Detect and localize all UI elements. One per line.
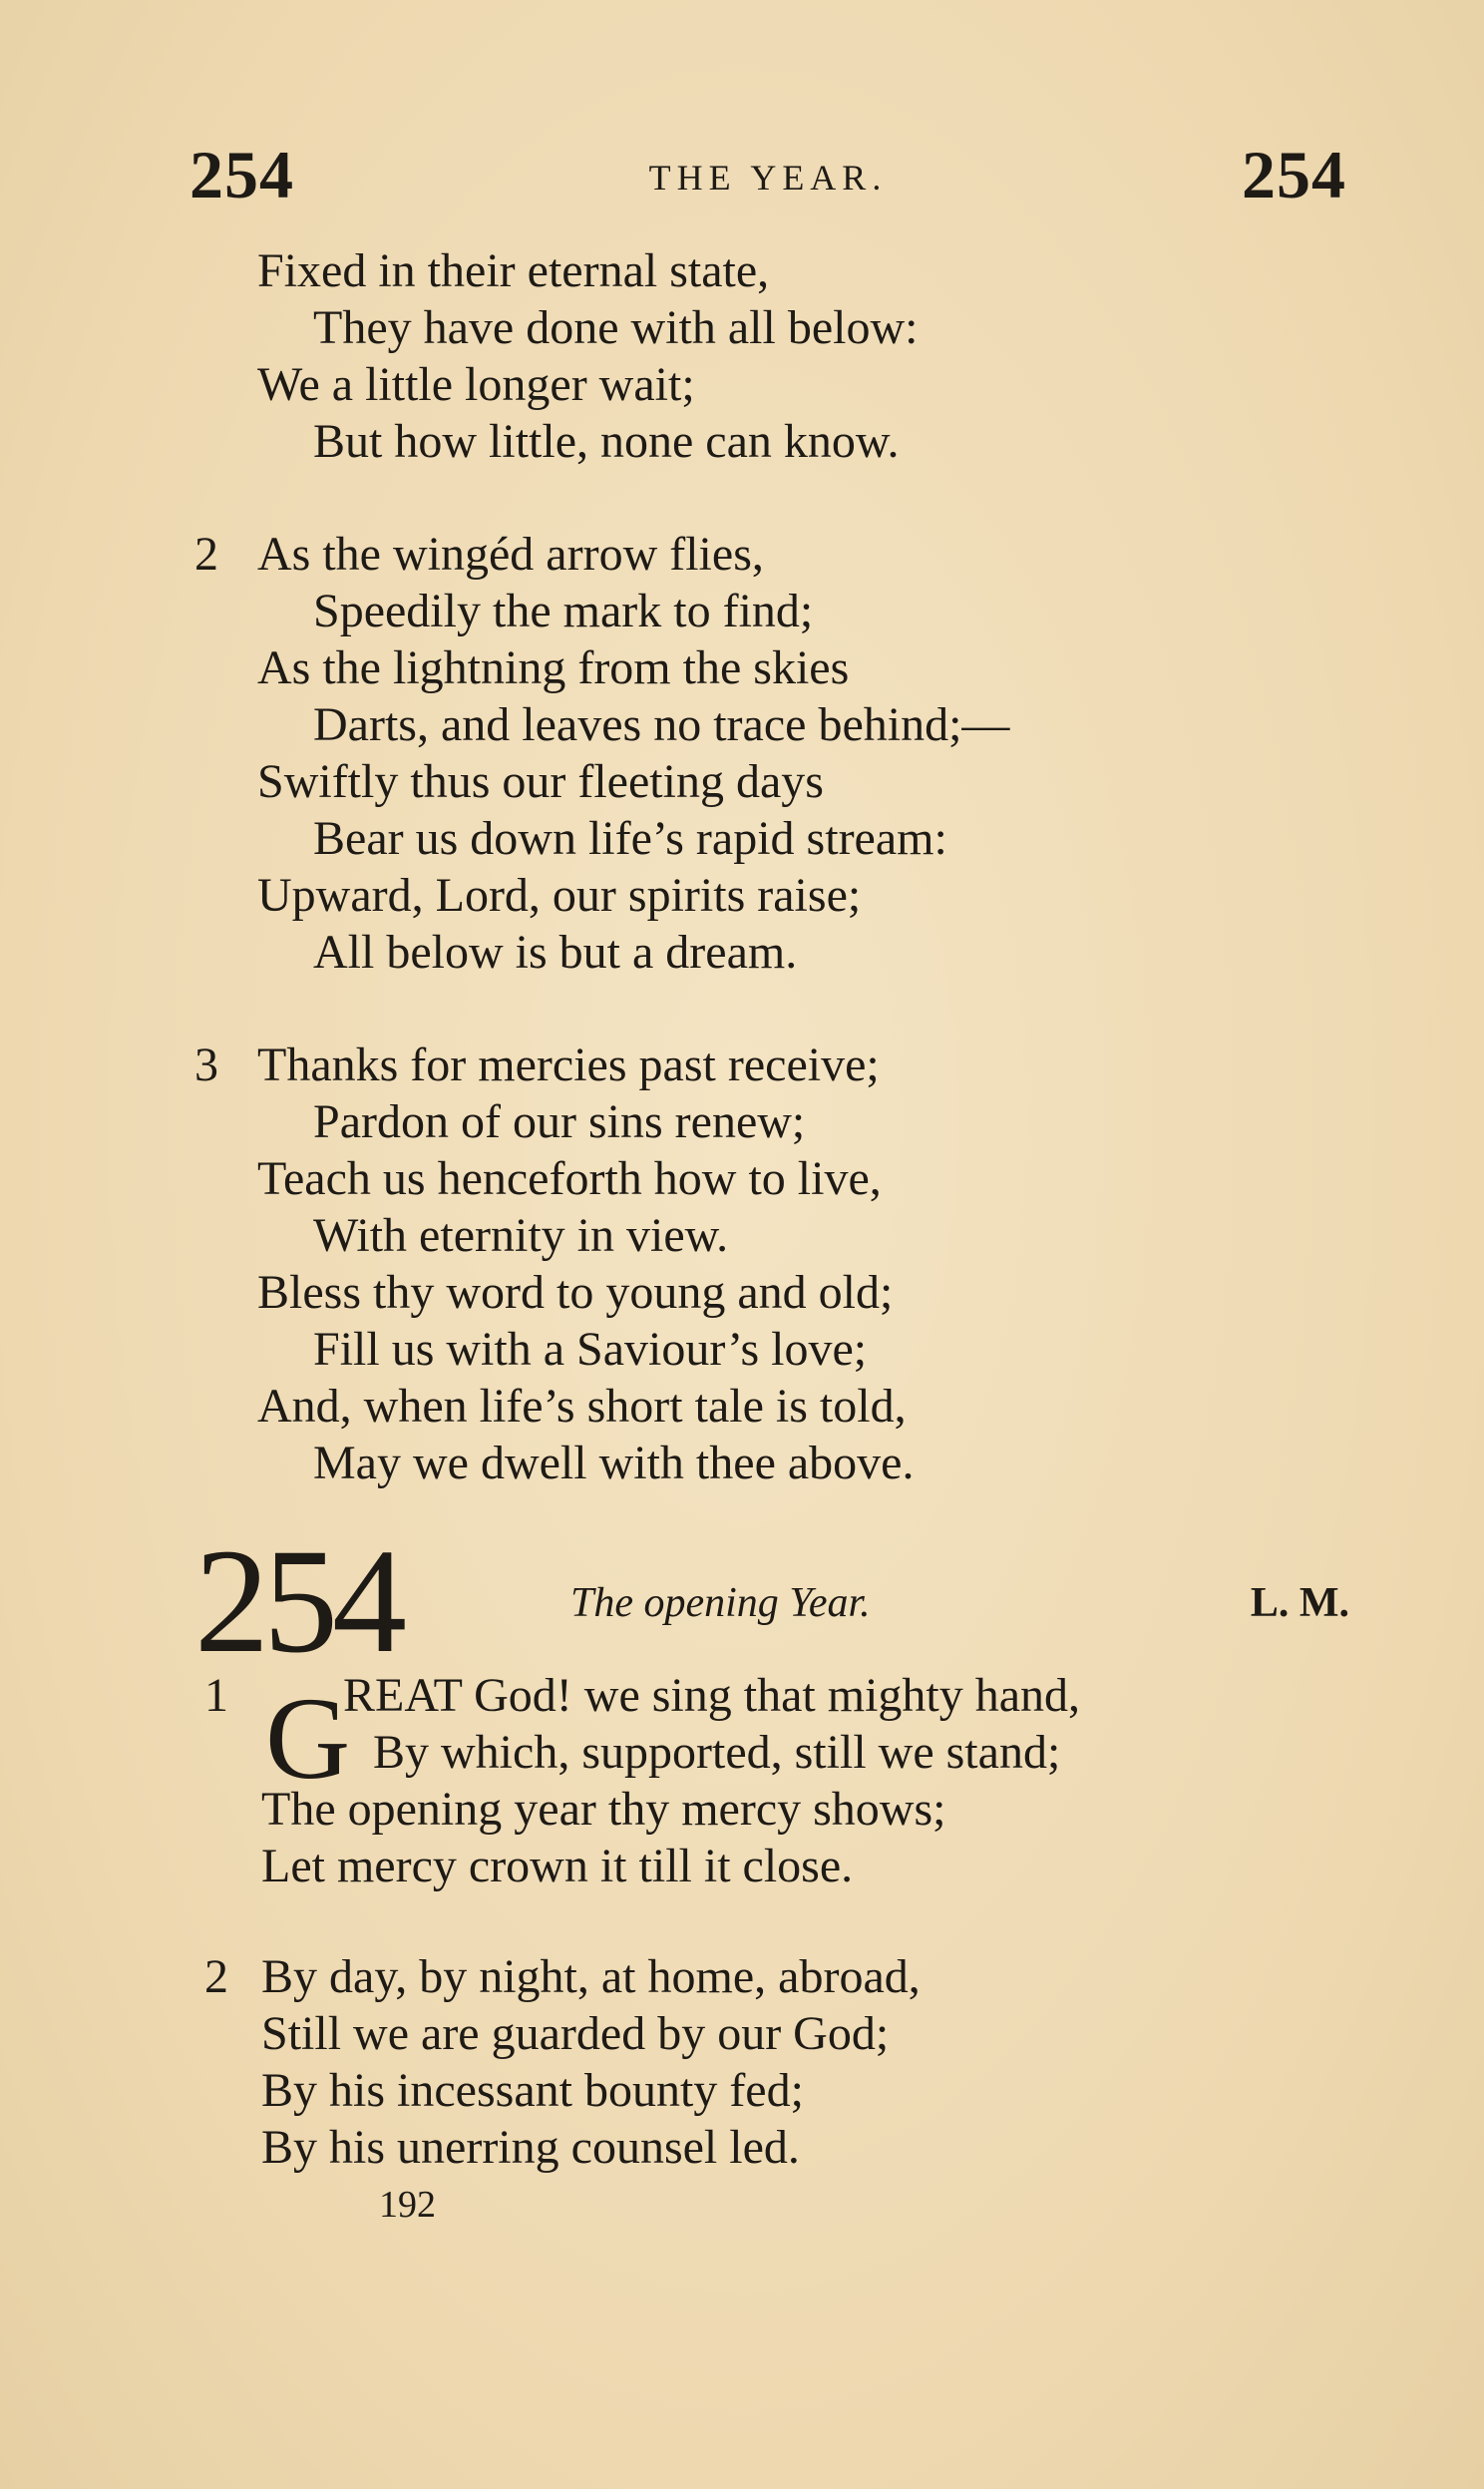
drop-cap: G bbox=[265, 1673, 351, 1804]
stanza-number: 3 bbox=[194, 1038, 218, 1091]
page-number-left: 254 bbox=[189, 137, 294, 212]
hymn-number: 254 bbox=[194, 1518, 401, 1684]
running-title: THE YEAR. bbox=[648, 158, 888, 198]
verse-line: But how little, none can know. bbox=[313, 415, 900, 468]
verse-line: As the wingéd arrow flies, bbox=[257, 528, 764, 581]
page-number-right: 254 bbox=[1242, 137, 1346, 212]
verse-line: By his unerring counsel led. bbox=[261, 2121, 800, 2174]
verse-line: Darts, and leaves no trace behind;— bbox=[313, 698, 1010, 751]
verse-line: Teach us henceforth how to live, bbox=[257, 1152, 882, 1205]
verse-line: REAT God! we sing that mighty hand, bbox=[343, 1669, 1081, 1722]
verse-line: And, when life’s short tale is told, bbox=[257, 1380, 907, 1433]
page-header bbox=[189, 137, 1346, 212]
verse-line: Bear us down life’s rapid stream: bbox=[313, 812, 947, 865]
verse-line: Fill us with a Saviour’s love; bbox=[313, 1323, 868, 1376]
verse-line: Thanks for mercies past receive; bbox=[257, 1038, 880, 1091]
verse-line: May we dwell with thee above. bbox=[313, 1437, 915, 1489]
verse-line: Bless thy word to young and old; bbox=[257, 1266, 894, 1319]
verse-line: Swiftly thus our fleeting days bbox=[257, 755, 824, 808]
stanza-number: 1 bbox=[204, 1669, 228, 1722]
verse-line: Let mercy crown it till it close. bbox=[261, 1840, 854, 1892]
hymn-title: The opening Year. bbox=[570, 1580, 871, 1626]
verse-line: Still we are guarded by our God; bbox=[261, 2007, 890, 2060]
stanza-number: 2 bbox=[194, 528, 218, 581]
verse-line: We a little longer wait; bbox=[257, 358, 695, 411]
verse-line: They have done with all below: bbox=[313, 301, 919, 354]
verse-line: With eternity in view. bbox=[313, 1209, 729, 1262]
verse-line: As the lightning from the skies bbox=[257, 641, 850, 694]
verse-line: All below is but a dream. bbox=[313, 926, 798, 979]
verse-line: By which, supported, still we stand; bbox=[373, 1726, 1061, 1779]
verse-line: Speedily the mark to find; bbox=[313, 585, 814, 637]
verse-line: Pardon of our sins renew; bbox=[313, 1095, 806, 1148]
verse-line: Upward, Lord, our spirits raise; bbox=[257, 869, 862, 922]
verse-line: Fixed in their eternal state, bbox=[257, 244, 770, 297]
hymn-meter: L. M. bbox=[1250, 1580, 1349, 1626]
folio-number: 192 bbox=[379, 2184, 436, 2226]
stanza-number: 2 bbox=[204, 1950, 228, 2003]
verse-line: The opening year thy mercy shows; bbox=[261, 1783, 946, 1836]
verse-line: By day, by night, at home, abroad, bbox=[261, 1950, 921, 2003]
verse-line: By his incessant bounty fed; bbox=[261, 2064, 804, 2117]
